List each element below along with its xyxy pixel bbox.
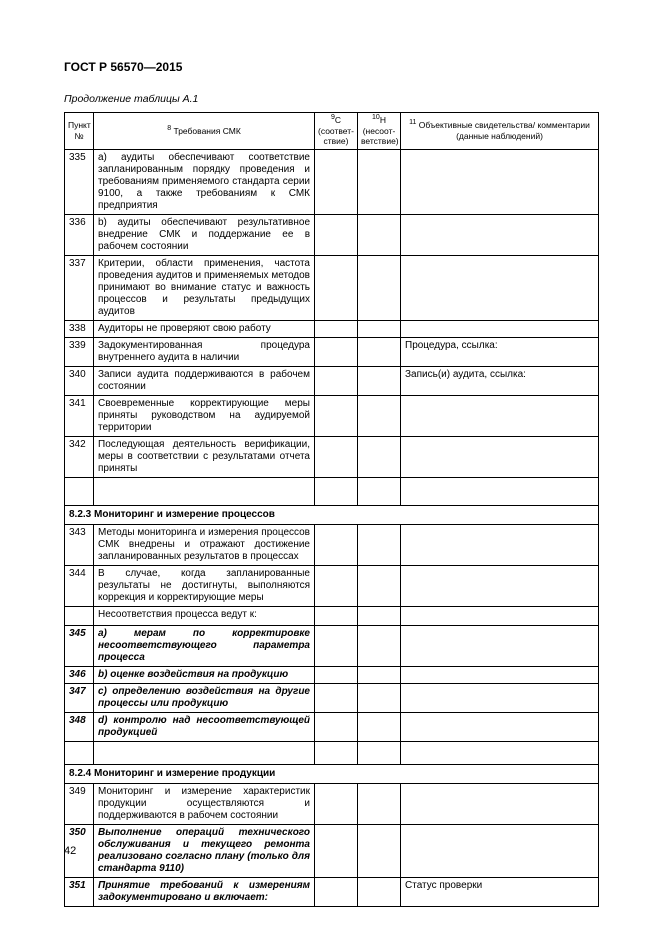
item-number-cell: 335 [65,149,94,214]
requirement-cell: d) контролю над несоответствующей продукцией [94,712,315,741]
compliance-cell [315,683,358,712]
evidence-cell: Запись(и) аудита, ссылка: [401,366,599,395]
requirement-cell [94,741,315,764]
noncompliance-cell [358,666,401,683]
item-number-cell: 343 [65,524,94,565]
noncompliance-cell [358,783,401,824]
header-evidence: $^{11}$ Объективные свидетельства/ комментарии (данные наблюдений) [401,113,599,150]
noncompliance-cell [358,366,401,395]
noncompliance-cell [358,683,401,712]
requirement-cell: В случае, когда запланированные результаты не достигнуты, выполняются коррекция и корректирующие меры [94,565,315,606]
compliance-cell [315,741,358,764]
noncompliance-cell [358,320,401,337]
header-noncompliance: $^{10}$Н (несоот-ветствие) [358,113,401,150]
compliance-cell [315,877,358,906]
evidence-cell [401,214,599,255]
requirement-cell: Записи аудита поддерживаются в рабочем состоянии [94,366,315,395]
compliance-cell [315,477,358,505]
table-row [65,824,599,877]
item-number-cell: 342 [65,436,94,477]
evidence-cell [401,395,599,436]
compliance-cell [315,666,358,683]
section-heading: 8.2.3 Мониторинг и измерение процессов [65,505,599,524]
noncompliance-cell [358,712,401,741]
item-number-cell: 344 [65,565,94,606]
table-row [65,666,599,683]
compliance-cell [315,565,358,606]
compliance-cell [315,436,358,477]
noncompliance-cell [358,395,401,436]
header-item-number: Пункт № [65,113,94,150]
item-number-cell: 339 [65,337,94,366]
evidence-cell: Процедура, ссылка: [401,337,599,366]
table-row [65,320,599,337]
document-title: ГОСТ Р 56570—2015 [64,60,183,74]
evidence-cell [401,783,599,824]
compliance-cell [315,366,358,395]
requirement-cell: Последующая деятельность верификации, меры в соответствии с результатами отчета приняты [94,436,315,477]
requirement-cell: Методы мониторинга и измерения процессов СМК внедрены и отражают достижение запланированных результатов в процессах [94,524,315,565]
noncompliance-cell [358,625,401,666]
table-row [65,712,599,741]
table-row [65,337,599,366]
table-row [65,783,599,824]
item-number-cell [65,477,94,505]
requirement-cell: b) аудиты обеспечивают результативное внедрение СМК и поддержание ее в рабочем состоянии [94,214,315,255]
requirement-cell: а) аудиты обеспечивают соответствие запланированным порядку проведения и требованиям применяемого стандарта серии 9100, а также требованиям к СМК предприятия [94,149,315,214]
compliance-cell [315,606,358,625]
table-row [65,565,599,606]
item-number-cell: 345 [65,625,94,666]
table-row [65,149,599,214]
evidence-cell [401,477,599,505]
requirement-cell: b) оценке воздействия на продукцию [94,666,315,683]
compliance-cell [315,625,358,666]
evidence-cell [401,712,599,741]
table-row [65,214,599,255]
noncompliance-cell [358,149,401,214]
evidence-cell [401,683,599,712]
noncompliance-cell [358,337,401,366]
evidence-cell [401,741,599,764]
evidence-cell [401,606,599,625]
table-row [65,477,599,505]
table-row [65,395,599,436]
section-heading-row [65,505,599,524]
table-row [65,366,599,395]
item-number-cell: 336 [65,214,94,255]
table-row [65,683,599,712]
table-row [65,255,599,320]
compliance-cell [315,524,358,565]
noncompliance-cell [358,877,401,906]
item-number-cell [65,741,94,764]
evidence-cell [401,565,599,606]
requirement-cell: Несоответствия процесса ведут к: [94,606,315,625]
evidence-cell [401,436,599,477]
noncompliance-cell [358,524,401,565]
table-row [65,606,599,625]
table-row [65,877,599,906]
noncompliance-cell [358,741,401,764]
requirement-cell: а) мерам по корректировке несоответствующего параметра процесса [94,625,315,666]
page-number: 42 [64,845,77,857]
requirement-cell: Выполнение операций технического обслуживания и текущего ремонта реализовано согласно плану (только для стандарта 9110) [94,824,315,877]
requirement-cell: Своевременные корректирующие меры приняты руководством на аудируемой территории [94,395,315,436]
compliance-cell [315,255,358,320]
header-compliance: $^9$С (соответ-ствие) [315,113,358,150]
table-body [65,149,599,906]
item-number-cell: 346 [65,666,94,683]
requirement-cell [94,477,315,505]
table-row [65,524,599,565]
compliance-cell [315,783,358,824]
table-header-row [65,113,599,150]
requirement-cell: с) определению воздействия на другие процессы или продукцию [94,683,315,712]
requirement-cell: Принятие требований к измерениям задокументировано и включает: [94,877,315,906]
compliance-cell [315,214,358,255]
noncompliance-cell [358,606,401,625]
evidence-cell [401,524,599,565]
evidence-cell [401,320,599,337]
noncompliance-cell [358,214,401,255]
item-number-cell [65,606,94,625]
item-number-cell: 341 [65,395,94,436]
table-row [65,625,599,666]
evidence-cell [401,149,599,214]
requirements-table [64,112,599,907]
compliance-cell [315,824,358,877]
noncompliance-cell [358,436,401,477]
section-heading: 8.2.4 Мониторинг и измерение продукции [65,764,599,783]
noncompliance-cell [358,477,401,505]
requirement-cell: Мониторинг и измерение характеристик продукции осуществляются и поддерживаются в рабочем состоянии [94,783,315,824]
evidence-cell [401,625,599,666]
item-number-cell: 348 [65,712,94,741]
item-number-cell: 351 [65,877,94,906]
requirement-cell: Критерии, области применения, частота проведения аудитов и применяемых методов принимают во внимание статус и важность процессов и результаты предыдущих аудитов [94,255,315,320]
requirement-cell: Задокументированная процедура внутреннего аудита в наличии [94,337,315,366]
noncompliance-cell [358,565,401,606]
header-requirements: $^8$ Требования СМК [94,113,315,150]
evidence-cell [401,824,599,877]
compliance-cell [315,149,358,214]
noncompliance-cell [358,255,401,320]
requirement-cell: Аудиторы не проверяют свою работу [94,320,315,337]
item-number-cell: 347 [65,683,94,712]
item-number-cell: 340 [65,366,94,395]
noncompliance-cell [358,824,401,877]
compliance-cell [315,395,358,436]
table-row [65,741,599,764]
evidence-cell [401,666,599,683]
evidence-cell: Статус проверки [401,877,599,906]
section-heading-row [65,764,599,783]
evidence-cell [401,255,599,320]
table-caption: Продолжение таблицы А.1 [64,93,199,105]
item-number-cell: 337 [65,255,94,320]
item-number-cell: 349 [65,783,94,824]
compliance-cell [315,712,358,741]
item-number-cell: 338 [65,320,94,337]
compliance-cell [315,320,358,337]
compliance-cell [315,337,358,366]
item-number-cell: 350 [65,824,94,877]
table-row [65,436,599,477]
